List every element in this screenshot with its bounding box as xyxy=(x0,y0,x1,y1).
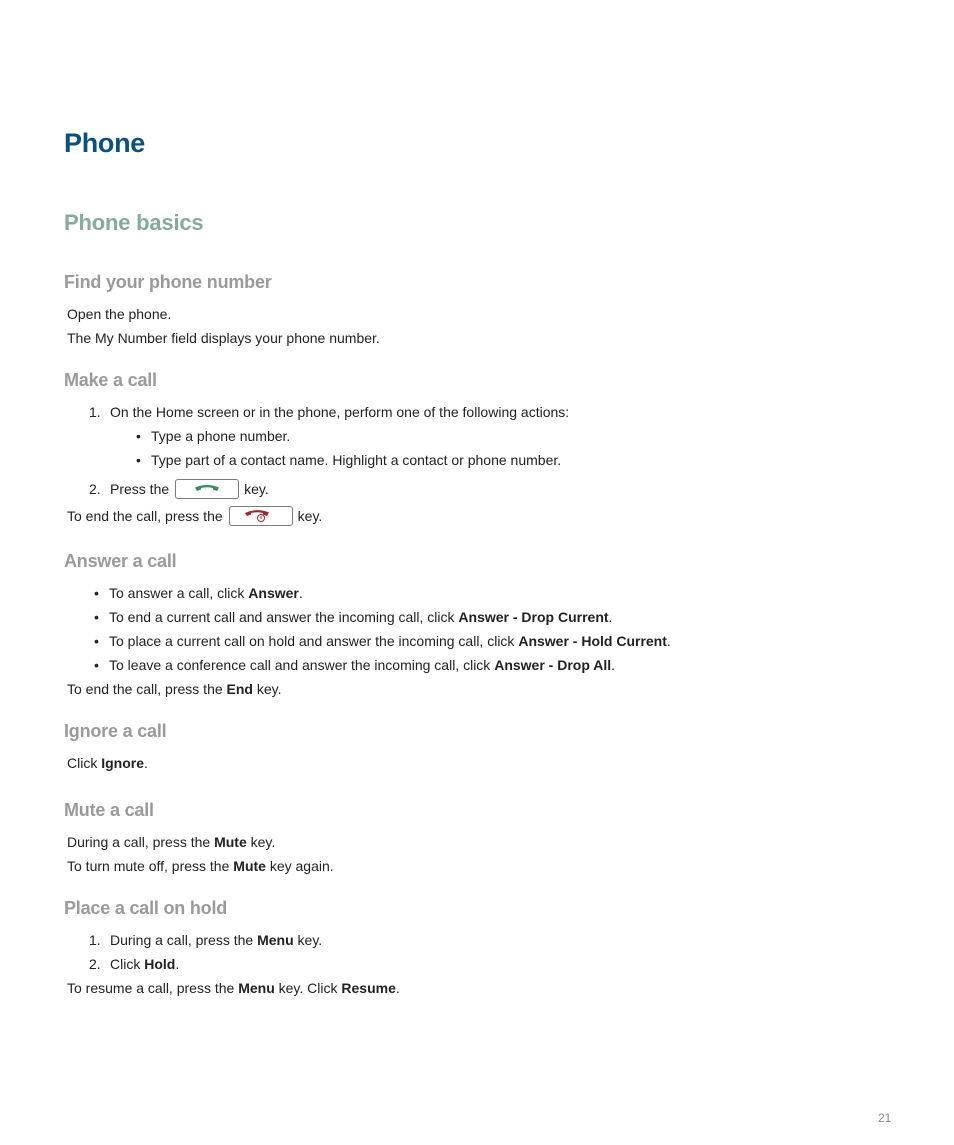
answer-end-line: To end the call, press the End key. xyxy=(67,681,282,697)
hold-step-2-number: 2. xyxy=(89,956,101,972)
bullet-icon: • xyxy=(136,428,141,444)
ignore-call-heading: Ignore a call xyxy=(64,721,167,741)
mute-line-2: To turn mute off, press the Mute key again. xyxy=(67,858,334,874)
resume-line: To resume a call, press the Menu key. Click Resume. xyxy=(67,980,400,996)
ignore-call-line: Click Ignore. xyxy=(67,755,148,771)
make-call-heading: Make a call xyxy=(64,370,157,390)
make-call-step-1-number: 1. xyxy=(89,404,101,420)
send-key-icon xyxy=(175,479,239,499)
find-number-line-1: Open the phone. xyxy=(67,306,172,322)
answer-call-heading: Answer a call xyxy=(64,551,177,571)
page-number: 21 xyxy=(878,1111,892,1125)
find-number-heading: Find your phone number xyxy=(64,272,272,292)
bullet-icon: • xyxy=(94,609,99,625)
make-call-option-1: Type a phone number. xyxy=(151,428,291,444)
make-call-step-2-post: key. xyxy=(244,481,269,497)
answer-option-3: To place a current call on hold and answer the incoming call, click Answer - Hold Current. xyxy=(109,633,671,649)
hold-step-1: During a call, press the Menu key. xyxy=(110,932,323,948)
bullet-icon: • xyxy=(94,633,99,649)
make-call-step-2-pre: Press the xyxy=(110,481,170,497)
hold-step-2: Click Hold. xyxy=(110,956,180,972)
answer-option-1: To answer a call, click Answer. xyxy=(109,585,303,601)
end-call-pre: To end the call, press the xyxy=(67,508,223,524)
hold-step-1-number: 1. xyxy=(89,932,101,948)
end-call-post: key. xyxy=(297,508,323,524)
make-call-step-2-number: 2. xyxy=(89,481,101,497)
end-key-icon xyxy=(229,506,293,526)
mute-line-1: During a call, press the Mute key. xyxy=(67,834,276,850)
answer-option-4: To leave a conference call and answer the incoming call, click Answer - Drop All. xyxy=(109,657,616,673)
make-call-step-2 xyxy=(110,480,269,500)
bullet-icon: • xyxy=(136,452,141,468)
mute-call-heading: Mute a call xyxy=(64,800,154,820)
section-heading: Phone basics xyxy=(64,210,204,235)
end-call-line xyxy=(67,507,322,527)
bullet-icon: • xyxy=(94,657,99,673)
bullet-icon: • xyxy=(94,585,99,601)
make-call-option-2: Type part of a contact name. Highlight a contact or phone number. xyxy=(151,452,562,468)
find-number-line-2: The My Number field displays your phone number. xyxy=(67,330,380,346)
answer-option-2: To end a current call and answer the incoming call, click Answer - Drop Current. xyxy=(109,609,613,625)
page-title: Phone xyxy=(64,128,146,158)
make-call-step-1: On the Home screen or in the phone, perform one of the following actions: xyxy=(110,404,570,420)
hold-call-heading: Place a call on hold xyxy=(64,898,228,918)
